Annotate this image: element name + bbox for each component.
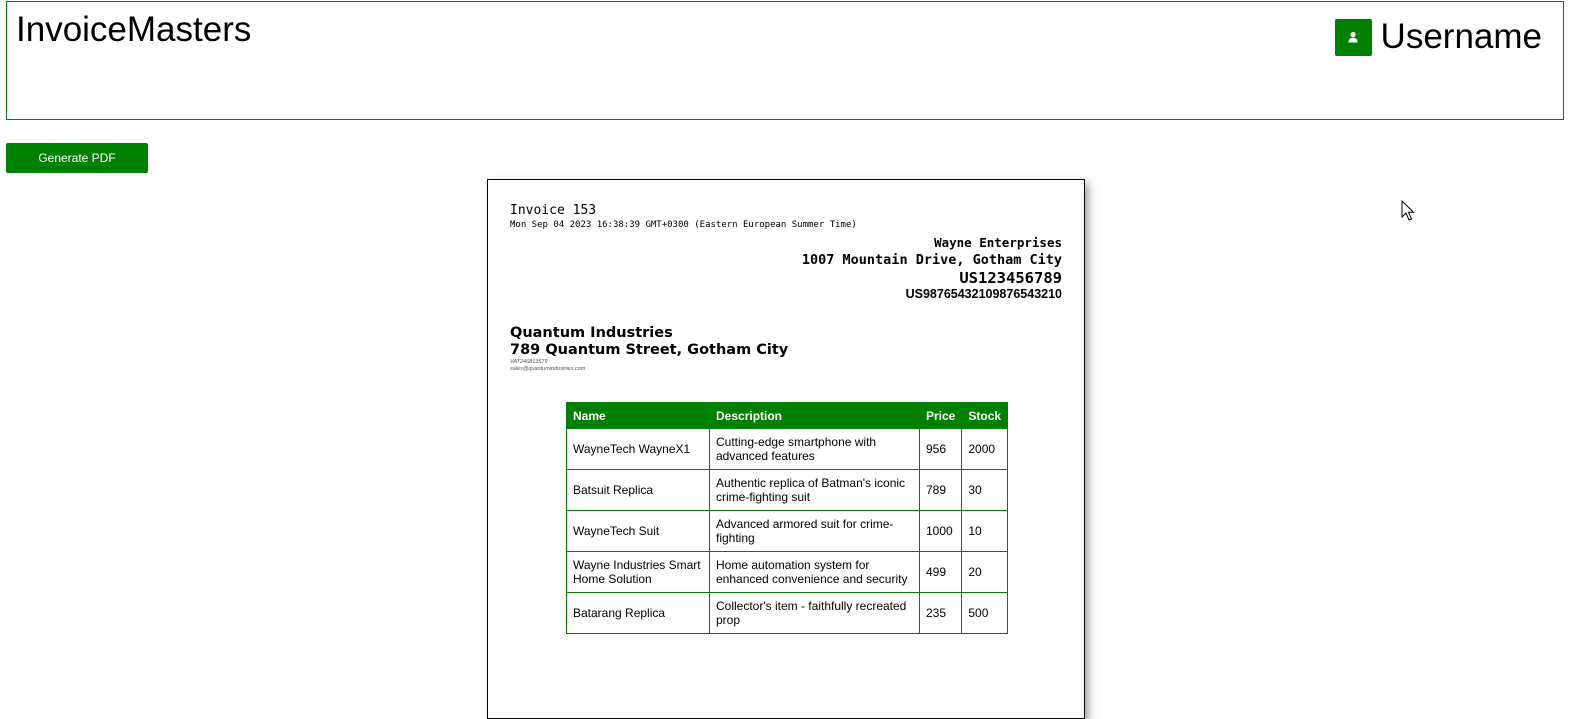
cell-stock: 10: [962, 511, 1008, 552]
buyer-email: sales@quantumindustries.com: [510, 365, 586, 372]
cell-name: Wayne Industries Smart Home Solution: [567, 552, 710, 593]
column-header-stock: Stock: [962, 403, 1008, 429]
seller-vat: US123456789: [959, 269, 1062, 287]
cell-stock: 30: [962, 470, 1008, 511]
column-header-name: Name: [567, 403, 710, 429]
cell-name: Batsuit Replica: [567, 470, 710, 511]
cell-price: 956: [920, 429, 962, 470]
seller-name: Wayne Enterprises: [934, 235, 1062, 250]
cell-description: Authentic replica of Batman's iconic crime-fighting suit: [710, 470, 920, 511]
app-title: InvoiceMasters: [16, 10, 252, 49]
invoice-preview: [487, 179, 1085, 719]
table-row: [567, 593, 1008, 634]
column-header-description: Description: [710, 403, 920, 429]
cell-stock: 500: [962, 593, 1008, 634]
generate-pdf-button[interactable]: Generate PDF: [6, 143, 148, 173]
mouse-cursor-icon: [1401, 200, 1415, 222]
seller-address: 1007 Mountain Drive, Gotham City: [801, 252, 1062, 268]
buyer-name: Quantum Industries: [510, 325, 673, 341]
invoice-title: Invoice 153: [510, 203, 597, 218]
cell-description: Advanced armored suit for crime-fighting: [710, 511, 920, 552]
cell-description: Home automation system for enhanced convenience and security: [710, 552, 920, 593]
cell-name: WayneTech WayneX1: [567, 429, 710, 470]
invoice-date: Mon Sep 04 2023 16:38:39 GMT+0300 (Eastern European Summer Time): [510, 220, 857, 230]
table-row: [567, 511, 1008, 552]
table-row: [567, 429, 1008, 470]
buyer-vat: VAT246813579: [510, 359, 548, 365]
table-row: [567, 552, 1008, 593]
buyer-block: [510, 325, 788, 372]
cell-name: Batarang Replica: [567, 593, 710, 634]
cell-price: 1000: [920, 511, 962, 552]
column-header-price: Price: [920, 403, 962, 429]
seller-block: [802, 234, 1062, 302]
cell-name: WayneTech Suit: [567, 511, 710, 552]
cell-stock: 2000: [962, 429, 1008, 470]
app-header: [6, 1, 1564, 120]
seller-iban: US98765432109876543210: [905, 287, 1062, 301]
user-icon[interactable]: [1335, 19, 1372, 56]
cell-price: 499: [920, 552, 962, 593]
table-header-row: [567, 403, 1008, 429]
cell-description: Collector's item - faithfully recreated prop: [710, 593, 920, 634]
cell-stock: 20: [962, 552, 1008, 593]
username-label[interactable]: Username: [1380, 17, 1542, 56]
table-row: [567, 470, 1008, 511]
cell-price: 789: [920, 470, 962, 511]
cell-price: 235: [920, 593, 962, 634]
user-menu[interactable]: [1335, 18, 1542, 56]
user-silhouette-icon: [1346, 30, 1360, 44]
cell-description: Cutting-edge smartphone with advanced features: [710, 429, 920, 470]
buyer-address: 789 Quantum Street, Gotham City: [510, 342, 789, 358]
items-table: [566, 402, 1008, 634]
